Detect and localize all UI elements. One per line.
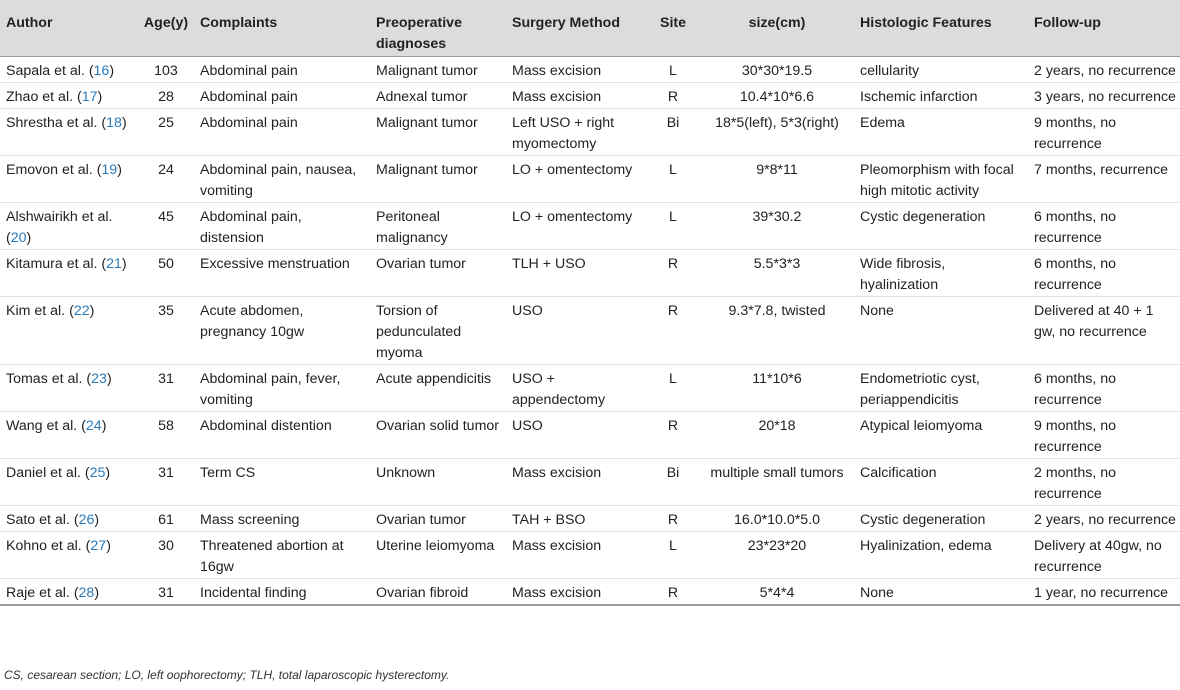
- cell-diagnoses: Peritoneal malignancy: [372, 202, 508, 249]
- cell-author: [0, 249, 136, 296]
- cell-complaints: Incidental finding: [196, 578, 372, 605]
- cell-followup: Delivery at 40gw, no recurrence: [1030, 531, 1180, 578]
- cell-author: [0, 364, 136, 411]
- cell-complaints: Mass screening: [196, 505, 372, 531]
- cell-followup: 7 months, recurrence: [1030, 155, 1180, 202]
- header-surgery: Surgery Method: [508, 0, 648, 56]
- reference-close-paren: ): [101, 417, 107, 434]
- cell-followup: 9 months, no recurrence: [1030, 108, 1180, 155]
- cell-size: 16.0*10.0*5.0: [698, 505, 856, 531]
- author-name: Emovon et al. (: [6, 161, 102, 178]
- reference-link[interactable]: 21: [106, 255, 122, 272]
- author-name: Kim et al. (: [6, 302, 74, 319]
- cell-age: 31: [136, 458, 196, 505]
- cell-size: multiple small tumors: [698, 458, 856, 505]
- cell-diagnoses: Adnexal tumor: [372, 82, 508, 108]
- reference-link[interactable]: 16: [93, 62, 110, 79]
- cell-followup: 2 years, no recurrence: [1030, 505, 1180, 531]
- cell-author: [0, 531, 136, 578]
- author-name: Kohno et al. (: [6, 537, 91, 554]
- author-name: Daniel et al. (: [6, 464, 90, 481]
- cell-histology: Ischemic infarction: [856, 82, 1030, 108]
- table-row: [0, 505, 1180, 531]
- cell-complaints: Excessive menstruation: [196, 249, 372, 296]
- cell-author: [0, 411, 136, 458]
- cell-complaints: Abdominal pain, distension: [196, 202, 372, 249]
- cell-site: R: [648, 505, 698, 531]
- cell-size: 10.4*10*6.6: [698, 82, 856, 108]
- author-name: Shrestha et al. (: [6, 114, 107, 131]
- header-age: Age(y): [136, 0, 196, 56]
- cell-diagnoses: Malignant tumor: [372, 108, 508, 155]
- cell-age: 50: [136, 249, 196, 296]
- cell-surgery: Mass excision: [508, 56, 648, 82]
- reference-link[interactable]: 24: [85, 417, 102, 434]
- reference-close-paren: ): [26, 229, 32, 246]
- cell-diagnoses: Torsion of pedunculated myoma: [372, 296, 508, 364]
- author-name: Sapala et al. (: [6, 62, 94, 79]
- cell-size: 5.5*3*3: [698, 249, 856, 296]
- cell-followup: 6 months, no recurrence: [1030, 202, 1180, 249]
- cell-surgery: USO + appendectomy: [508, 364, 648, 411]
- cell-diagnoses: Malignant tumor: [372, 155, 508, 202]
- cell-histology: Hyalinization, edema: [856, 531, 1030, 578]
- cell-site: L: [648, 364, 698, 411]
- cell-histology: Cystic degeneration: [856, 505, 1030, 531]
- cell-histology: Pleomorphism with focal high mitotic activity: [856, 155, 1030, 202]
- reference-close-paren: ): [106, 537, 111, 554]
- cell-site: L: [648, 202, 698, 249]
- cell-size: 5*4*4: [698, 578, 856, 605]
- cell-histology: cellularity: [856, 56, 1030, 82]
- header-size: size(cm): [698, 0, 856, 56]
- table-footnote: CS, cesarean section; LO, left oophorectomy; TLH, total laparoscopic hysterectomy.: [4, 668, 450, 682]
- cell-site: R: [648, 296, 698, 364]
- cell-surgery: Mass excision: [508, 531, 648, 578]
- cell-age: 58: [136, 411, 196, 458]
- cell-surgery: USO: [508, 411, 648, 458]
- reference-close-paren: ): [106, 370, 112, 387]
- cell-complaints: Abdominal pain, fever, vomiting: [196, 364, 372, 411]
- cell-complaints: Abdominal pain: [196, 56, 372, 82]
- cell-surgery: LO + omentectomy: [508, 202, 648, 249]
- cell-age: 103: [136, 56, 196, 82]
- cell-surgery: Left USO + right myomectomy: [508, 108, 648, 155]
- cell-followup: 9 months, no recurrence: [1030, 411, 1180, 458]
- reference-close-paren: ): [89, 302, 95, 319]
- cell-age: 31: [136, 578, 196, 605]
- header-author: Author: [0, 0, 136, 56]
- cell-followup: Delivered at 40 + 1 gw, no recurrence: [1030, 296, 1180, 364]
- cell-age: 61: [136, 505, 196, 531]
- cell-surgery: LO + omentectomy: [508, 155, 648, 202]
- cell-author: [0, 56, 136, 82]
- cell-surgery: Mass excision: [508, 458, 648, 505]
- table-row: [0, 82, 1180, 108]
- author-name: Wang et al. (: [6, 417, 86, 434]
- reference-link[interactable]: 27: [90, 537, 107, 554]
- table-row: [0, 56, 1180, 82]
- cell-histology: None: [856, 296, 1030, 364]
- table-row: [0, 458, 1180, 505]
- cell-diagnoses: Ovarian tumor: [372, 249, 508, 296]
- header-site: Site: [648, 0, 698, 56]
- cell-site: L: [648, 155, 698, 202]
- reference-link[interactable]: 26: [78, 511, 95, 528]
- cell-complaints: Abdominal distention: [196, 411, 372, 458]
- cell-diagnoses: Ovarian tumor: [372, 505, 508, 531]
- reference-link[interactable]: 28: [78, 584, 95, 601]
- cell-histology: Cystic degeneration: [856, 202, 1030, 249]
- cell-histology: Edema: [856, 108, 1030, 155]
- reference-close-paren: ): [121, 255, 127, 272]
- cell-site: L: [648, 531, 698, 578]
- cell-surgery: TLH + USO: [508, 249, 648, 296]
- cell-complaints: Acute abdomen, pregnancy 10gw: [196, 296, 372, 364]
- cell-author: [0, 108, 136, 155]
- cell-age: 35: [136, 296, 196, 364]
- table-row: [0, 296, 1180, 364]
- author-name: Sato et al. (: [6, 511, 79, 528]
- cell-author: [0, 82, 136, 108]
- cell-size: 20*18: [698, 411, 856, 458]
- cell-followup: 6 months, no recurrence: [1030, 249, 1180, 296]
- cell-complaints: Threatened abortion at 16gw: [196, 531, 372, 578]
- reference-link[interactable]: 19: [101, 161, 118, 178]
- cell-author: [0, 155, 136, 202]
- cell-diagnoses: Ovarian solid tumor: [372, 411, 508, 458]
- cell-complaints: Abdominal pain: [196, 82, 372, 108]
- cell-author: [0, 202, 136, 249]
- cell-surgery: Mass excision: [508, 82, 648, 108]
- table-row: [0, 411, 1180, 458]
- cell-site: R: [648, 411, 698, 458]
- cell-size: 30*30*19.5: [698, 56, 856, 82]
- reference-close-paren: ): [117, 161, 122, 178]
- reference-link[interactable]: 25: [89, 464, 106, 481]
- cell-age: 28: [136, 82, 196, 108]
- cell-size: 23*23*20: [698, 531, 856, 578]
- author-name: Zhao et al. (: [6, 88, 82, 105]
- header-complaints: Complaints: [196, 0, 372, 56]
- table-row: [0, 202, 1180, 249]
- cell-site: L: [648, 56, 698, 82]
- author-name: Raje et al. (: [6, 584, 79, 601]
- author-name: Tomas et al. (: [6, 370, 92, 387]
- cell-author: [0, 458, 136, 505]
- cell-site: Bi: [648, 458, 698, 505]
- cell-size: 18*5(left), 5*3(right): [698, 108, 856, 155]
- reference-close-paren: ): [94, 511, 100, 528]
- cell-size: 39*30.2: [698, 202, 856, 249]
- cell-followup: 3 years, no recurrence: [1030, 82, 1180, 108]
- cell-histology: None: [856, 578, 1030, 605]
- cell-size: 9*8*11: [698, 155, 856, 202]
- cell-site: R: [648, 82, 698, 108]
- header-diagnoses: Preoperative diagnoses: [372, 0, 508, 56]
- reference-close-paren: ): [94, 584, 100, 601]
- cell-author: [0, 505, 136, 531]
- cell-age: 25: [136, 108, 196, 155]
- cell-followup: 1 year, no recurrence: [1030, 578, 1180, 605]
- reference-link[interactable]: 22: [73, 302, 90, 319]
- cell-complaints: Abdominal pain: [196, 108, 372, 155]
- table-row: [0, 249, 1180, 296]
- cell-site: R: [648, 578, 698, 605]
- table-header: [0, 0, 1180, 56]
- reference-close-paren: ): [105, 464, 111, 481]
- cell-histology: Wide fibrosis, hyalinization: [856, 249, 1030, 296]
- cell-followup: 6 months, no recurrence: [1030, 364, 1180, 411]
- cell-diagnoses: Acute appendicitis: [372, 364, 508, 411]
- cell-age: 24: [136, 155, 196, 202]
- cell-size: 9.3*7.8, twisted: [698, 296, 856, 364]
- table-body: [0, 56, 1180, 605]
- cell-complaints: Abdominal pain, nausea, vomiting: [196, 155, 372, 202]
- header-row: [0, 0, 1180, 56]
- table-row: [0, 155, 1180, 202]
- table-row: [0, 108, 1180, 155]
- cell-histology: Atypical leiomyoma: [856, 411, 1030, 458]
- cell-age: 45: [136, 202, 196, 249]
- cell-histology: Calcification: [856, 458, 1030, 505]
- cell-followup: 2 years, no recurrence: [1030, 56, 1180, 82]
- cell-surgery: TAH + BSO: [508, 505, 648, 531]
- reference-link[interactable]: 18: [106, 114, 122, 131]
- cell-site: R: [648, 249, 698, 296]
- cell-site: Bi: [648, 108, 698, 155]
- reference-close-paren: ): [109, 62, 115, 79]
- cell-author: [0, 578, 136, 605]
- cell-followup: 2 months, no recurrence: [1030, 458, 1180, 505]
- cell-diagnoses: Malignant tumor: [372, 56, 508, 82]
- cell-surgery: Mass excision: [508, 578, 648, 605]
- reference-close-paren: ): [97, 88, 103, 105]
- cell-surgery: USO: [508, 296, 648, 364]
- cell-diagnoses: Ovarian fibroid: [372, 578, 508, 605]
- reference-close-paren: ): [121, 114, 127, 131]
- header-followup: Follow-up: [1030, 0, 1180, 56]
- cell-complaints: Term CS: [196, 458, 372, 505]
- cell-age: 30: [136, 531, 196, 578]
- table-row: [0, 531, 1180, 578]
- reference-link[interactable]: 17: [81, 88, 98, 105]
- cell-size: 11*10*6: [698, 364, 856, 411]
- cell-histology: Endometriotic cyst, periappendicitis: [856, 364, 1030, 411]
- reference-link[interactable]: 23: [91, 370, 107, 387]
- table-row: [0, 578, 1180, 605]
- author-name: Alshwairikh et al. (: [6, 208, 113, 246]
- cell-diagnoses: Unknown: [372, 458, 508, 505]
- table-row: [0, 364, 1180, 411]
- cell-diagnoses: Uterine leiomyoma: [372, 531, 508, 578]
- reference-link[interactable]: 20: [10, 229, 27, 246]
- cell-author: [0, 296, 136, 364]
- author-name: Kitamura et al. (: [6, 255, 107, 272]
- header-histology: Histologic Features: [856, 0, 1030, 56]
- cell-age: 31: [136, 364, 196, 411]
